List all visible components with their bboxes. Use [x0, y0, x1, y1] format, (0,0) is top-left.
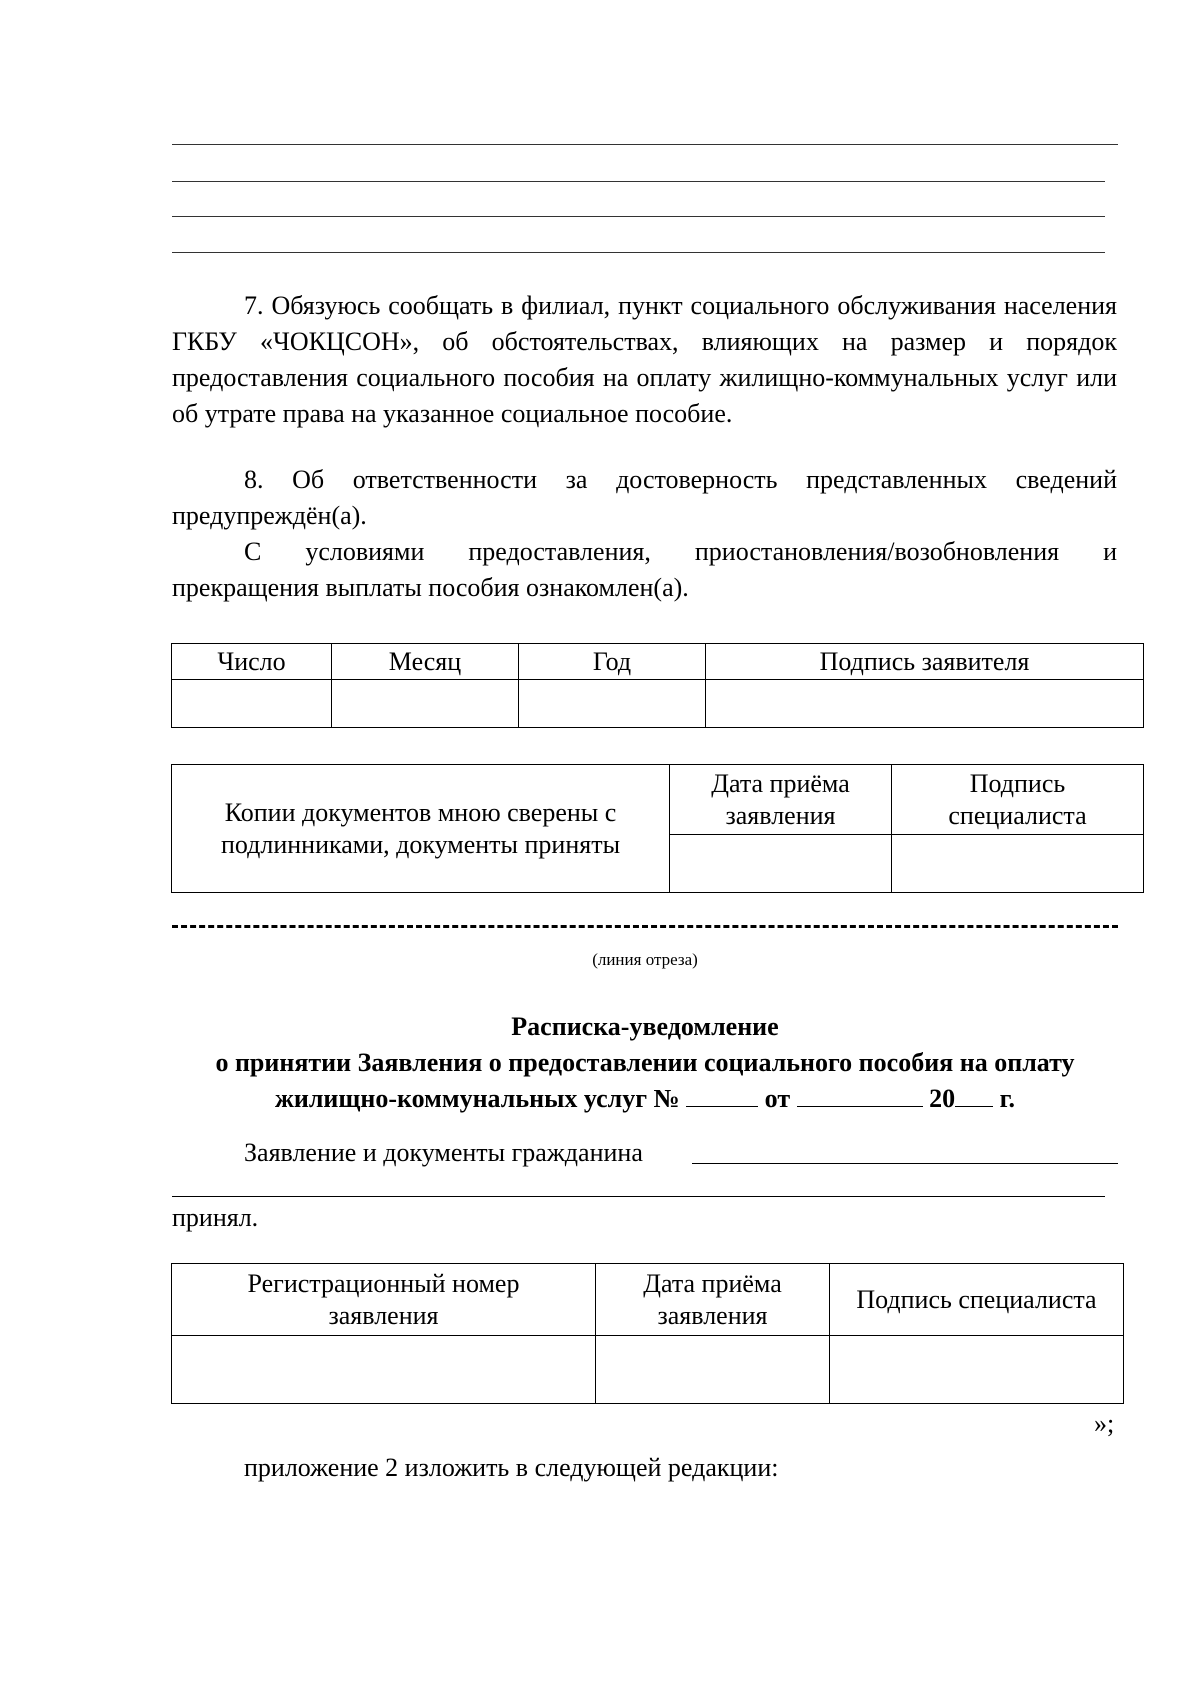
cell-specialist-signature-2[interactable] [830, 1336, 1124, 1404]
citizen-name-field-line-2[interactable] [172, 1196, 1105, 1197]
statement-text: Заявление и документы гражданина [244, 1138, 643, 1167]
item-7-text: 7. Обязуюсь сообщать в филиал, пункт социального обслуживания населения ГКБУ «ЧОКЦСОН», об обстоятельствах, влияющих на размер и порядок предоставления социального пособия на оплату жилищно-коммунальных услуг или об утрате права на указанное социальное пособие. [172, 291, 1117, 428]
cell-specialist-signature[interactable] [892, 835, 1144, 893]
receipt-registration-table [171, 1263, 1124, 1404]
header-specialist-signature: Подпись специалиста [892, 765, 1144, 835]
header-year: Год [519, 644, 706, 680]
cell-receipt-date-2[interactable] [596, 1336, 830, 1404]
applicant-signature-table [171, 643, 1144, 728]
cell-month[interactable] [332, 680, 519, 728]
receipt-title: Расписка-уведомление [511, 1012, 779, 1041]
receipt-year-prefix: 20 [929, 1084, 956, 1113]
header-receipt-date-2: Дата приёма заявления [596, 1264, 830, 1336]
receipt-year-blank[interactable] [955, 1082, 993, 1107]
receipt-subtitle: о принятии Заявления о предоставлении социального пособия на оплату [215, 1048, 1075, 1077]
copies-verified-text: Копии документов мною сверены с подлинниками, документы приняты [172, 765, 670, 893]
blank-line-4[interactable] [172, 252, 1105, 253]
cell-registration-number[interactable] [172, 1336, 596, 1404]
receipt-date-blank[interactable] [797, 1082, 923, 1107]
header-specialist-signature-2: Подпись специалиста [830, 1264, 1124, 1336]
receipt-from-label: от [764, 1084, 791, 1113]
header-month: Месяц [332, 644, 519, 680]
accepted-text: принял. [172, 1203, 259, 1232]
receipt-number-blank[interactable] [686, 1082, 758, 1107]
cell-applicant-signature[interactable] [706, 680, 1144, 728]
header-day: Число [172, 644, 332, 680]
receipt-year-suffix: г. [999, 1084, 1015, 1113]
blank-line-1[interactable] [172, 144, 1118, 145]
item-8-text: 8. Об ответственности за достоверность представленных сведений предупреждён(а). [172, 465, 1117, 530]
cell-day[interactable] [172, 680, 332, 728]
conditions-text: С условиями предоставления, приостановления/возобновления и прекращения выплаты пособия ознакомлен(а). [172, 537, 1117, 602]
citizen-name-field[interactable] [692, 1163, 1118, 1164]
copies-verified-table [171, 764, 1144, 893]
cut-line [172, 925, 1118, 928]
header-receipt-date: Дата приёма заявления [670, 765, 892, 835]
closing-quote: »; [1094, 1409, 1115, 1438]
receipt-number-prefix: жилищно-коммунальных услуг № [275, 1084, 680, 1113]
blank-line-2[interactable] [172, 181, 1105, 182]
header-registration-number: Регистрационный номер заявления [172, 1264, 596, 1336]
cut-line-label: (линия отреза) [592, 950, 698, 969]
receipt-number-line [172, 1081, 1118, 1117]
header-applicant-signature: Подпись заявителя [706, 644, 1144, 680]
cell-receipt-date[interactable] [670, 835, 892, 893]
cell-year[interactable] [519, 680, 706, 728]
appendix-instruction: приложение 2 изложить в следующей редакции: [244, 1453, 779, 1482]
blank-line-3[interactable] [172, 216, 1105, 217]
